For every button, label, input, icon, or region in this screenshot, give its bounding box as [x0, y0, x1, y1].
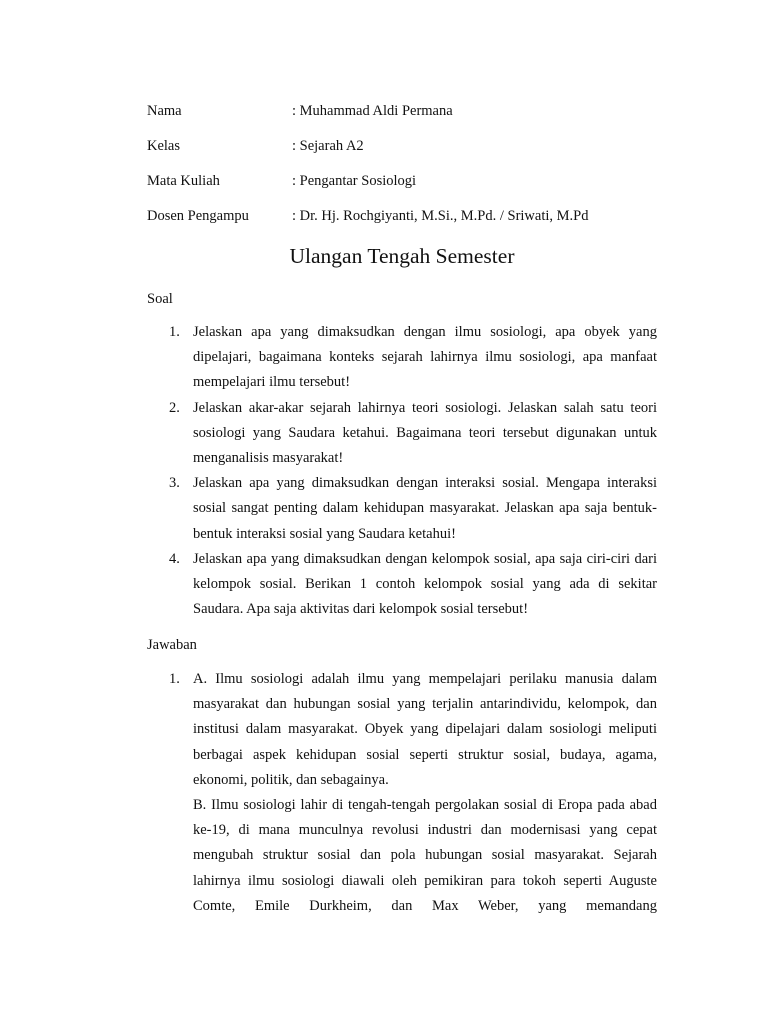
info-row-dosen-pengampu — [147, 207, 588, 225]
info-row-mata-kuliah — [147, 172, 416, 190]
info-row-kelas — [147, 137, 364, 155]
document-title: Ulangan Tengah Semester — [289, 244, 515, 268]
jawaban-heading: Jawaban — [147, 637, 197, 653]
list-number: 4. — [169, 550, 180, 567]
info-label: Mata Kuliah — [147, 173, 220, 189]
question-text: Jelaskan apa yang dimaksudkan dengan kelompok sosial, apa saja ciri-ciri dari kelompok sosial. Berikan 1 contoh kelompok sosial yang ada di sekitar Saudara. Apa saja aktivitas dari kelompok sosial tersebut! — [193, 550, 657, 618]
soal-list — [147, 320, 657, 622]
list-item — [147, 667, 657, 919]
answer-paragraph-b: B. Ilmu sosiologi lahir di tengah-tengah pergolakan sosial di Eropa pada abad ke-19, di mana munculnya revolusi industri dan modernisasi yang cepat mengubah struktur sosial dan pola hubungan sosial masyarakat. Sejarah lahirnya ilmu sosiologi diawali oleh pemikiran para tokoh seperti Auguste Comte, Emile Durkheim, dan Max Weber, yang memandang — [193, 797, 657, 914]
soal-heading: Soal — [147, 291, 173, 307]
question-text: Jelaskan apa yang dimaksudkan dengan interaksi sosial. Mengapa interaksi sosial sangat penting dalam kehidupan masyarakat. Jelaskan apa saja bentuk-bentuk interaksi sosial yang Saudara ketahui! — [193, 475, 657, 542]
info-label: Nama — [147, 103, 182, 119]
info-value: : Pengantar Sosiologi — [292, 173, 417, 189]
list-item — [147, 547, 657, 623]
list-item — [147, 471, 657, 547]
list-item — [147, 320, 657, 396]
info-label: Dosen Pengampu — [147, 208, 249, 224]
info-value: : Dr. Hj. Rochgiyanti, M.Si., M.Pd. / Sriwati, M.Pd — [292, 208, 589, 224]
info-row-nama — [147, 102, 453, 120]
list-number: 3. — [169, 475, 180, 492]
info-value: : Muhammad Aldi Permana — [292, 103, 453, 119]
list-item — [147, 396, 657, 472]
info-value: : Sejarah A2 — [292, 138, 364, 154]
jawaban-list — [147, 667, 657, 919]
list-number: 1. — [169, 324, 180, 340]
info-label: Kelas — [147, 138, 181, 154]
question-text: Jelaskan akar-akar sejarah lahirnya teori sosiologi. Jelaskan salah satu teori sosiologi yang Saudara ketahui. Bagaimana teori tersebut digunakan untuk menganalisis masyarakat! — [193, 399, 657, 467]
list-number: 2. — [169, 399, 180, 416]
answer-paragraph-a: A. Ilmu sosiologi adalah ilmu yang mempelajari perilaku manusia dalam masyarakat dan hubungan sosial yang terjalin antarindividu, kelompok, dan institusi dalam masyarakat. Obyek yang dipelajari dalam sosiologi meliputi berbagai aspek kehidupan sosial seperti struktur sosial, budaya, agama, ekonomi, politik, dan sebagainya. — [193, 671, 657, 788]
list-number: 1. — [169, 671, 180, 687]
question-text: Jelaskan apa yang dimaksudkan dengan ilmu sosiologi, apa obyek yang dipelajari, bagaimana konteks sejarah lahirnya ilmu sosiologi, apa manfaat mempelajari ilmu tersebut! — [193, 324, 657, 391]
